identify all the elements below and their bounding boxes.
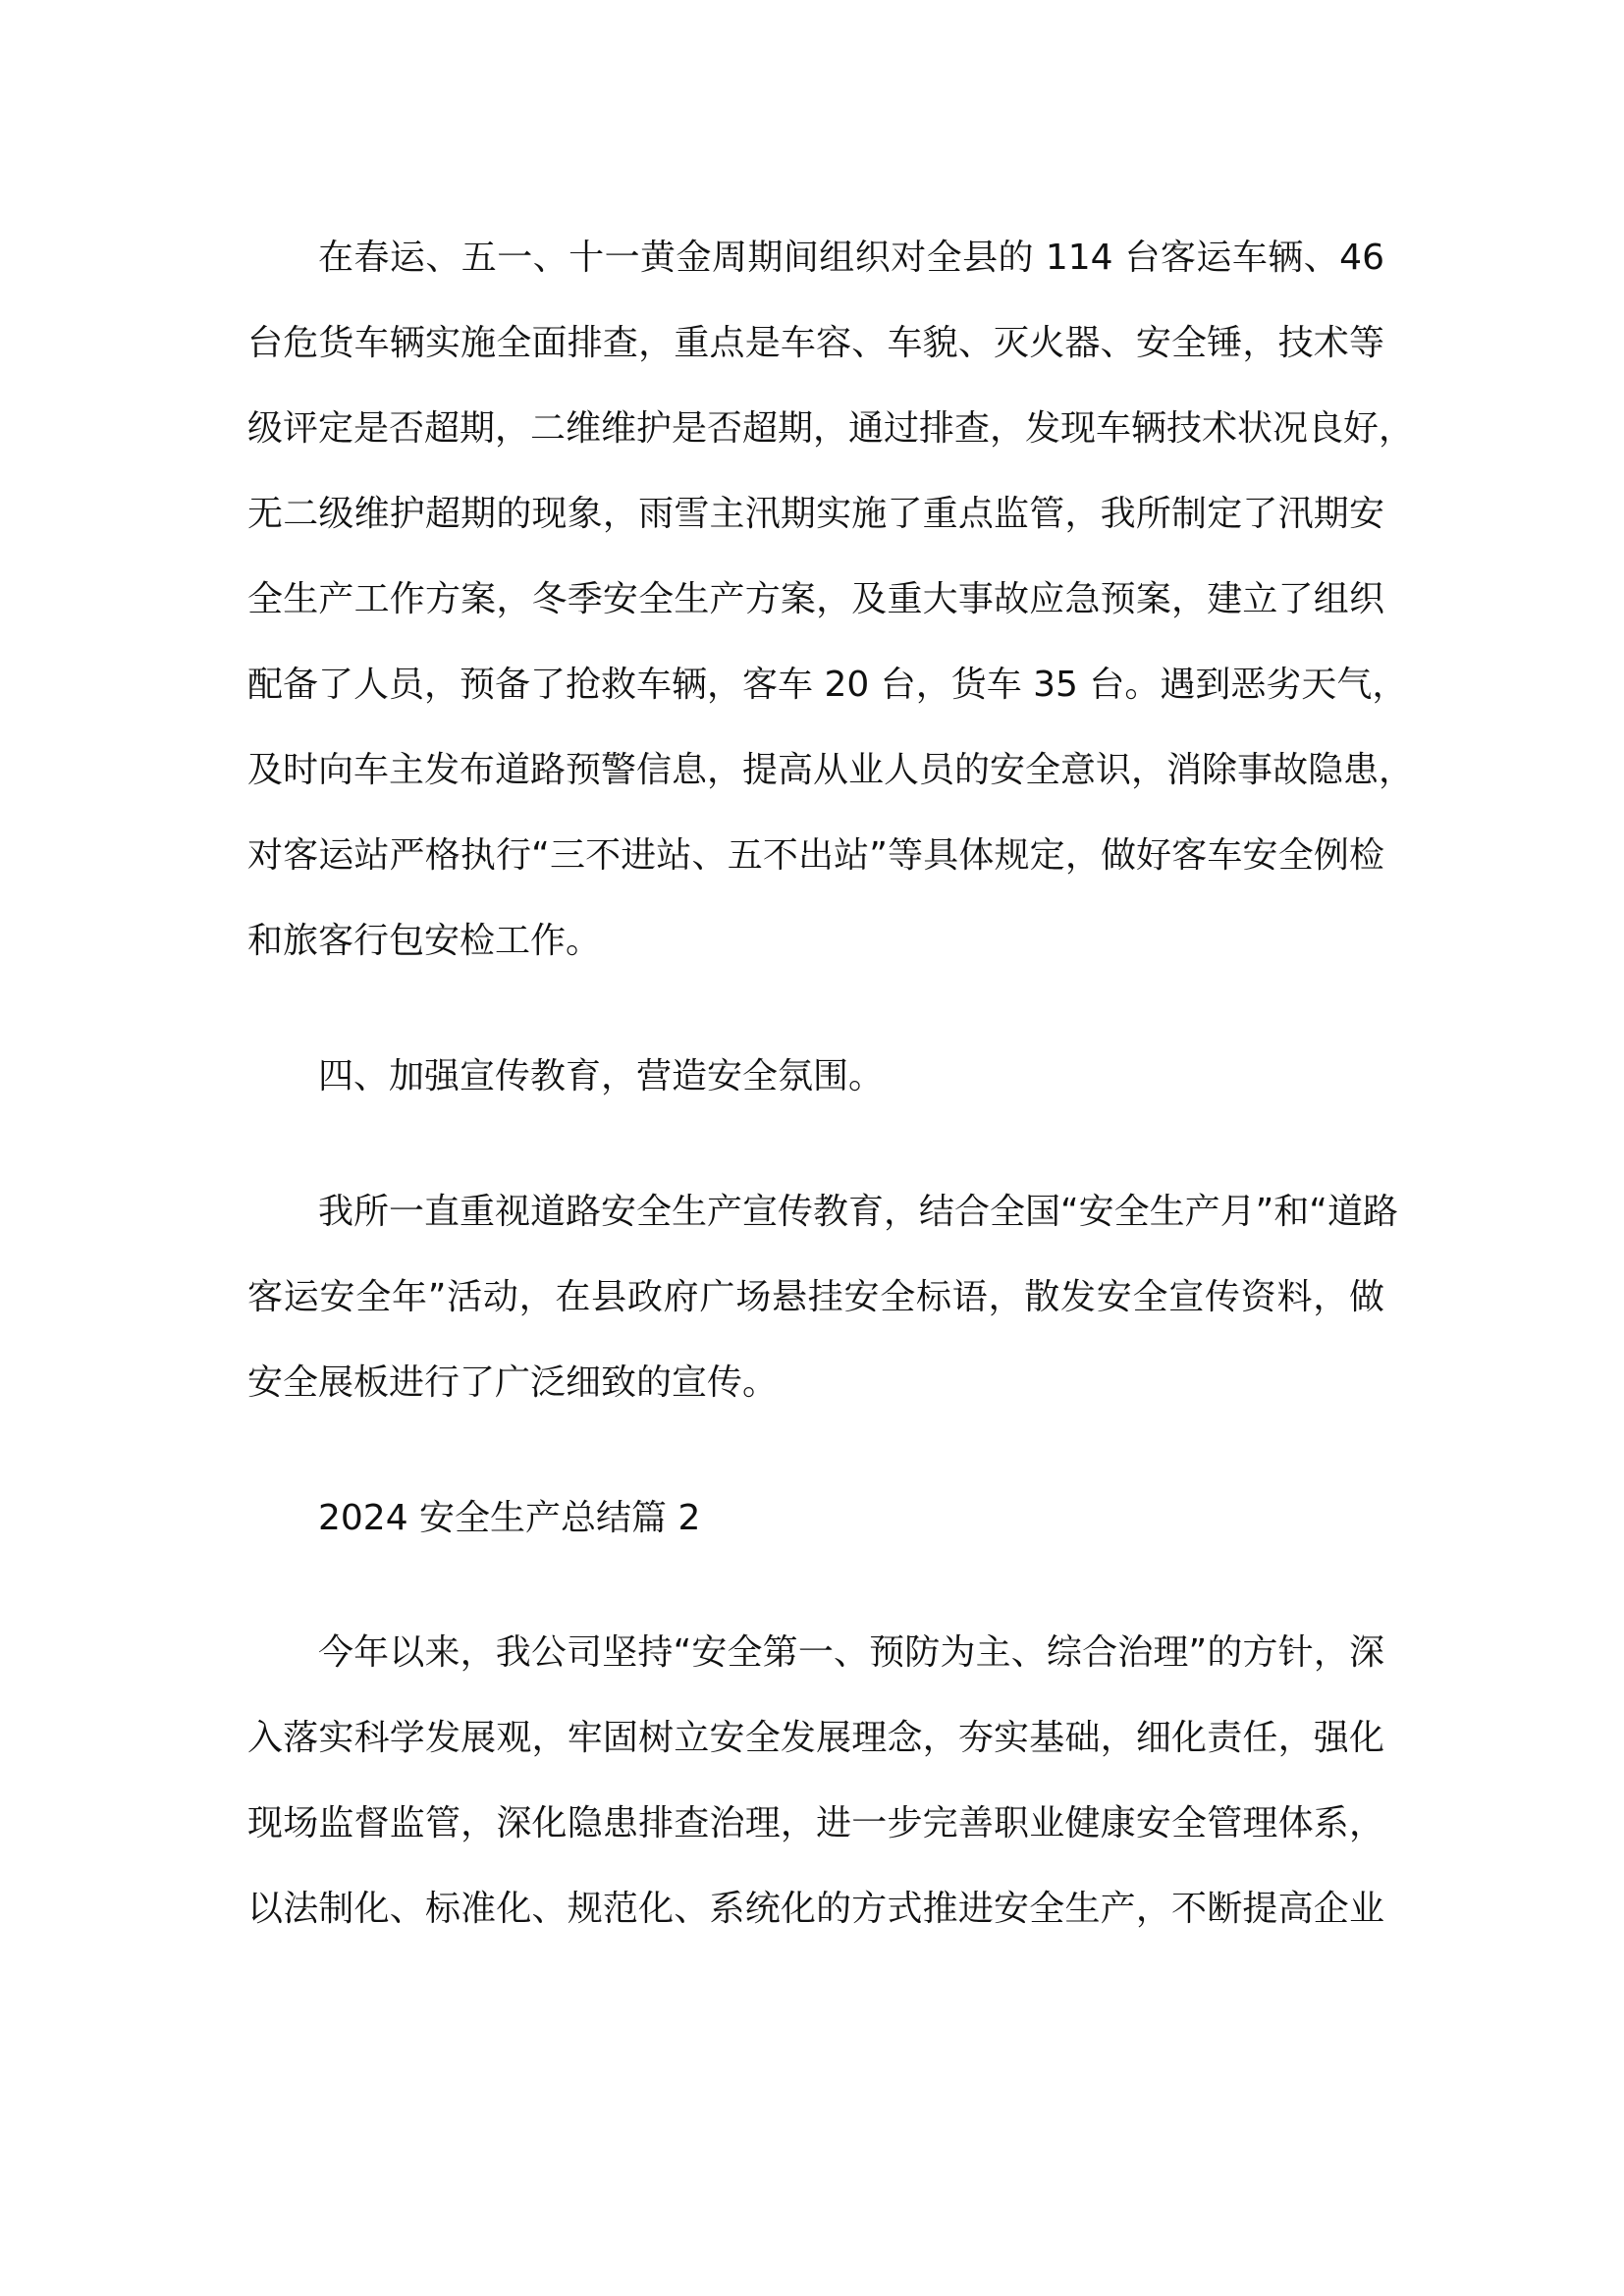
text-line: 今年以来，我公司坚持“安全第一、预防为主、综合治理”的方针，深 (318, 1632, 1384, 1673)
text-line: 及时向车主发布道路预警信息，提高从业人员的安全意识，消除事故隐患， (247, 750, 1415, 790)
text-line: 配备了人员，预备了抢救车辆，客车 20 台，货车 35 台。遇到恶劣天气， (247, 665, 1408, 705)
text-line: 台危货车辆实施全面排查，重点是车容、车貌、灭火器、安全锤，技术等 (247, 323, 1384, 363)
title-text: 2024 安全生产总结篇 2 (318, 1498, 701, 1538)
text-line: 全生产工作方案，冬季安全生产方案，及重大事故应急预案，建立了组织 (247, 579, 1384, 619)
text-line: 对客运站严格执行“三不进站、五不出站”等具体规定，做好客车安全例检 (247, 835, 1384, 876)
text-line: 无二级维护超期的现象，雨雪主汛期实施了重点监管，我所制定了汛期安 (247, 494, 1384, 534)
section-title-part-2 (247, 1475, 1384, 1561)
text-line: 我所一直重视道路安全生产宣传教育，结合全国“安全生产月”和“道路 (318, 1192, 1398, 1232)
text-line: 在春运、五一、十一黄金周期间组织对全县的 114 台客运车辆、46 (318, 238, 1384, 278)
text-line: 安全展板进行了广泛细致的宣传。 (247, 1362, 779, 1403)
text-line: 和旅客行包安检工作。 (247, 921, 602, 961)
text-line: 以法制化、标准化、规范化、系统化的方式推进安全生产，不断提高企业 (247, 1889, 1384, 1929)
heading-text: 四、加强宣传教育，营造安全氛围。 (318, 1056, 885, 1096)
text-line: 级评定是否超期，二维维护是否超期，通过排查，发现车辆技术状况良好， (247, 408, 1415, 449)
text-line: 客运安全年”活动，在县政府广场悬挂安全标语，散发安全宣传资料，做 (247, 1277, 1384, 1317)
section-heading-publicity (247, 1034, 1384, 1119)
paragraph-publicity (247, 1169, 1398, 1425)
text-line: 现场监督监管，深化隐患排查治理，进一步完善职业健康安全管理体系， (247, 1803, 1384, 1843)
paragraph-company-safety (247, 1610, 1384, 1951)
text-line: 入落实科学发展观，牢固树立安全发展理念，夯实基础，细化责任，强化 (247, 1718, 1384, 1758)
paragraph-vehicle-inspection (247, 215, 1415, 984)
